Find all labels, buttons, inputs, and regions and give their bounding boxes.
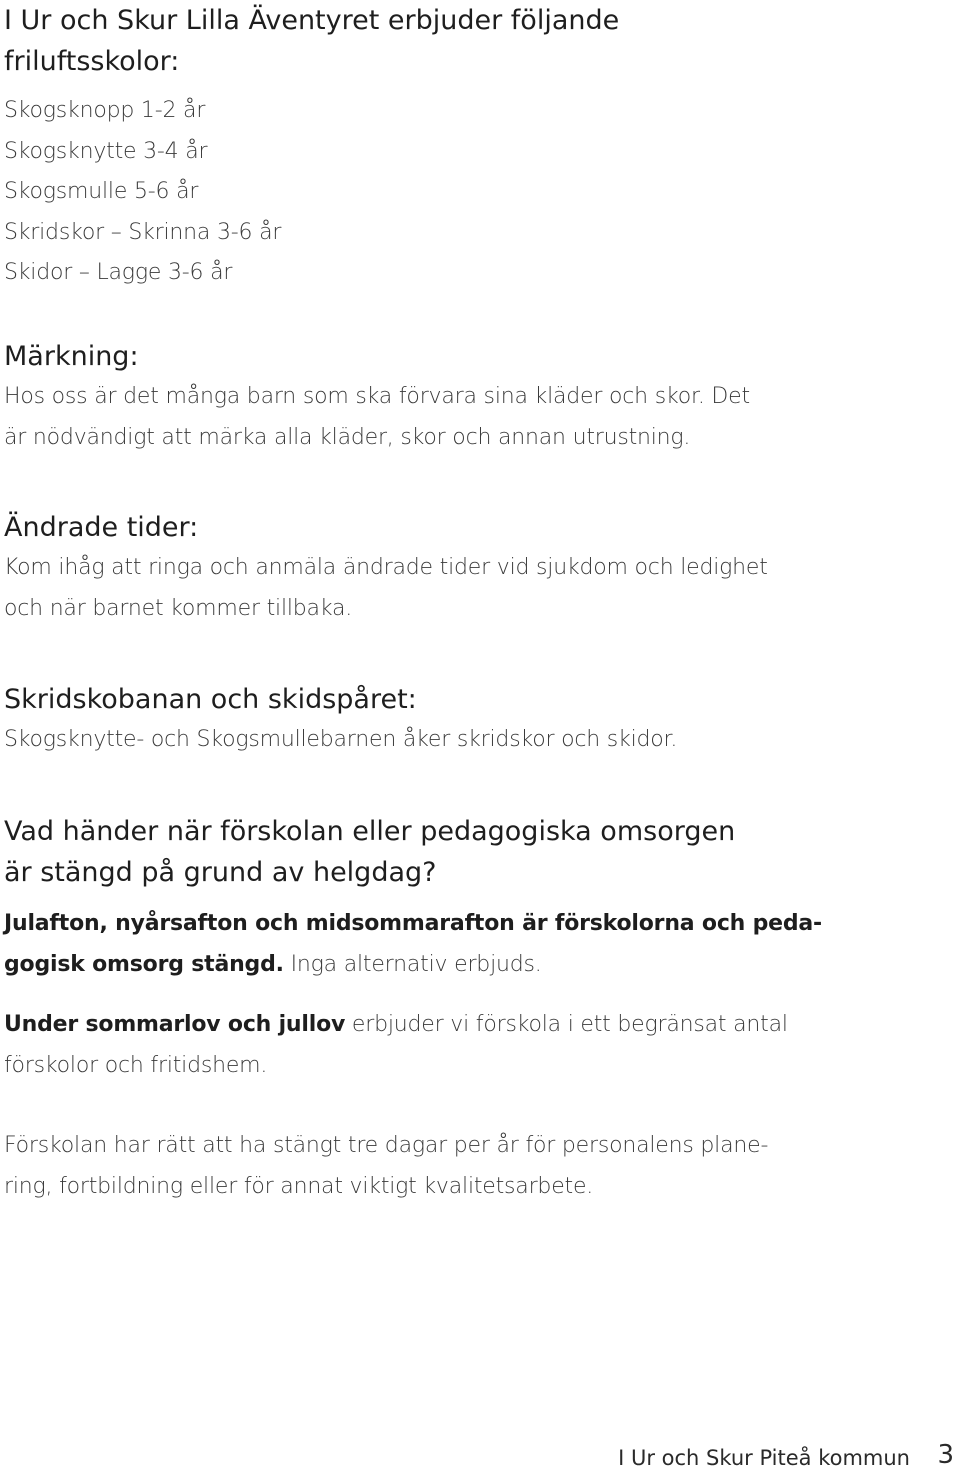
closing-section [4,1126,768,1207]
school-item: Skogsknytte 3-4 år [4,138,208,164]
school-list [4,91,281,294]
changed-times-section [4,507,768,629]
summer-line-2: förskolor och fritidshem. [4,1052,268,1078]
holidays-heading-line-2: är stängd på grund av helgdag? [4,857,437,888]
summer-note [4,1004,788,1086]
changed-times-heading: Ändrade tider: [4,512,199,543]
marking-text-line-2: är nödvändigt att märka alla kläder, skor och annan utrustning. [4,424,691,450]
summer-normal: erbjuder vi förskola i ett begränsat antal [345,1012,788,1037]
school-item: Skridskor – Skrinna 3-6 år [4,219,282,245]
skating-text: Skogsknytte- och Skogsmullebarnen åker skridskor och skidor. [4,727,678,752]
summer-line-1 [4,1004,788,1046]
page-number: 3 [937,1440,954,1470]
skating-heading: Skridskobanan och skidspåret: [4,684,417,715]
school-item: Skidor – Lagge 3-6 år [4,260,233,285]
intro-heading-line-2: friluftsskolor: [4,46,180,77]
marking-heading: Märkning: [4,341,139,372]
closed-days-bold: Julafton, nyårsafton och midsommarafton är förskolorna och peda- [4,911,822,936]
summer-bold: Under sommarlov och jullov [4,1012,346,1037]
holidays-heading-line-1: Vad händer när förskolan eller pedagogiska omsorgen [4,816,736,847]
skating-section [4,679,677,761]
closing-line-1: Förskolan har rätt att ha stängt tre dagar per år för personalens plane- [4,1133,769,1158]
closed-days-line-1 [4,903,822,944]
holidays-closed-note [4,903,822,986]
school-item: Skogsmulle 5-6 år [4,179,199,204]
school-item: Skogsknopp 1-2 år [4,98,206,123]
changed-times-text-line-2: och när barnet kommer tillbaka. [4,595,353,621]
holidays-section [4,811,735,893]
changed-times-text-line-1: Kom ihåg att ringa och anmäla ändrade tider vid sjukdom och ledighet [4,555,768,580]
intro-section [4,0,619,82]
marking-section [4,336,750,458]
closed-days-line-2 [4,944,822,986]
page-footer: I Ur och Skur Piteå kommun [618,1446,910,1470]
closed-days-bold-2: gogisk omsorg stängd. [4,952,284,977]
intro-heading-line-1: I Ur och Skur Lilla Äventyret erbjuder följande [4,5,620,36]
closed-days-normal: Inga alternativ erbjuds. [283,952,542,977]
closing-line-2: ring, fortbildning eller för annat viktigt kvalitetsarbete. [4,1173,594,1199]
marking-text-line-1: Hos oss är det många barn som ska förvara sina kläder och skor. Det [4,384,750,409]
